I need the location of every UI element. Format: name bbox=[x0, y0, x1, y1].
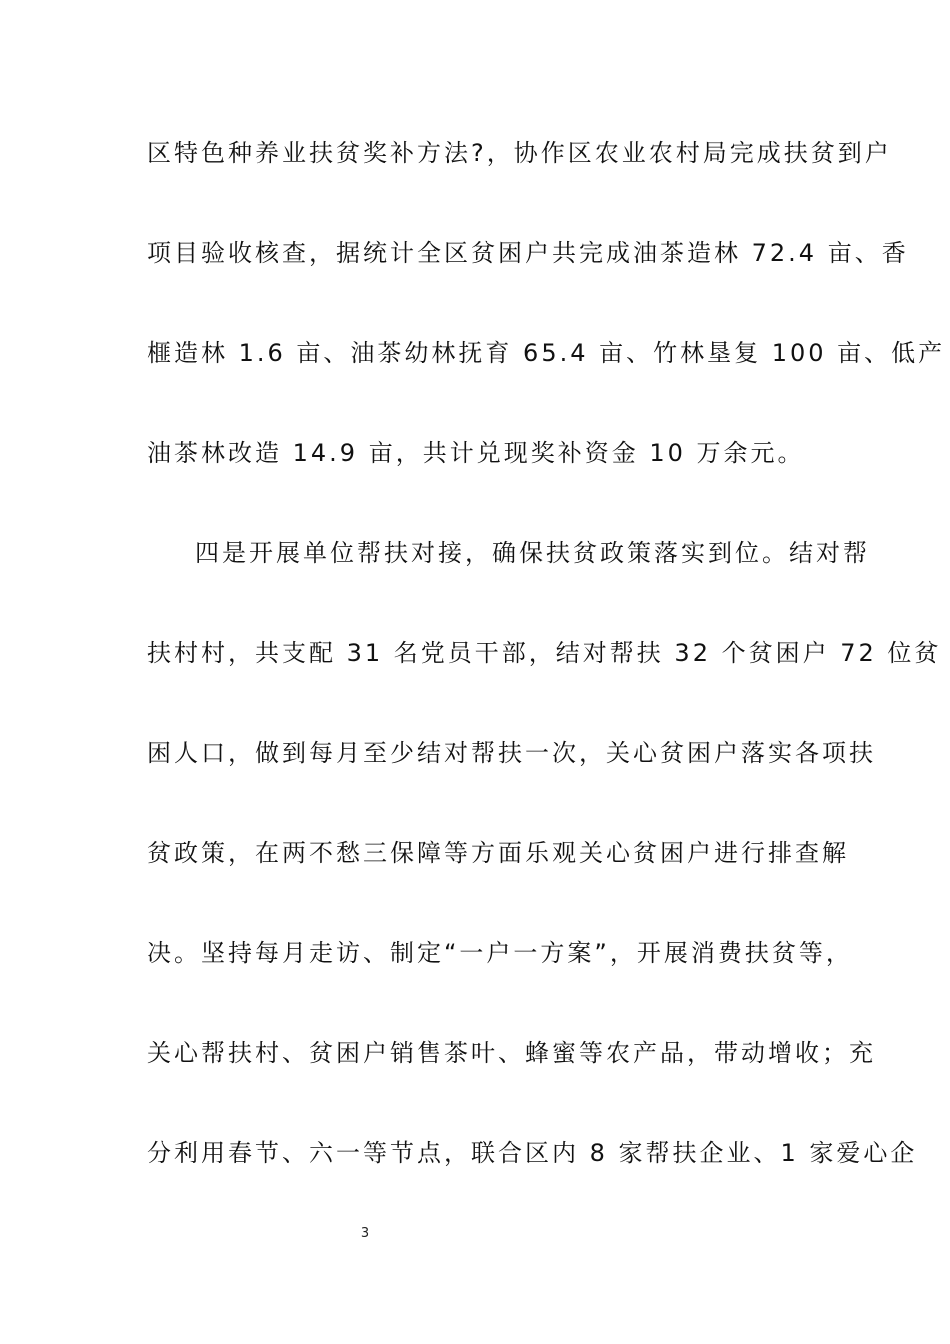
paragraph-line: 决。坚持每月走访、制定“一户一方案”，开展消费扶贫等， bbox=[147, 939, 853, 967]
paragraph-line: 项目验收核查，据统计全区贫困户共完成油茶造林 72.4 亩、香 bbox=[147, 239, 909, 267]
paragraph-line: 油茶林改造 14.9 亩，共计兑现奖补资金 10 万余元。 bbox=[147, 439, 805, 467]
paragraph-line: 扶村村，共支配 31 名党员干部，结对帮扶 32 个贫困户 72 位贫 bbox=[147, 639, 942, 667]
paragraph-line: 关心帮扶村、贫困户销售茶叶、蜂蜜等农产品，带动增收；充 bbox=[147, 1039, 876, 1067]
paragraph-line: 榧造林 1.6 亩、油茶幼林抚育 65.4 亩、竹林垦复 100 亩、低产 bbox=[147, 339, 946, 367]
page-number: 3 bbox=[360, 1226, 370, 1241]
paragraph-line: 分利用春节、六一等节点，联合区内 8 家帮扶企业、1 家爱心企 bbox=[147, 1139, 918, 1167]
paragraph-line: 贫政策，在两不愁三保障等方面乐观关心贫困户进行排查解 bbox=[147, 839, 849, 867]
paragraph-line: 四是开展单位帮扶对接，确保扶贫政策落实到位。结对帮 bbox=[195, 539, 870, 567]
paragraph-line: 区特色种养业扶贫奖补方法?，协作区农业农村局完成扶贫到户 bbox=[147, 139, 892, 167]
paragraph-line: 困人口，做到每月至少结对帮扶一次，关心贫困户落实各项扶 bbox=[147, 739, 876, 767]
